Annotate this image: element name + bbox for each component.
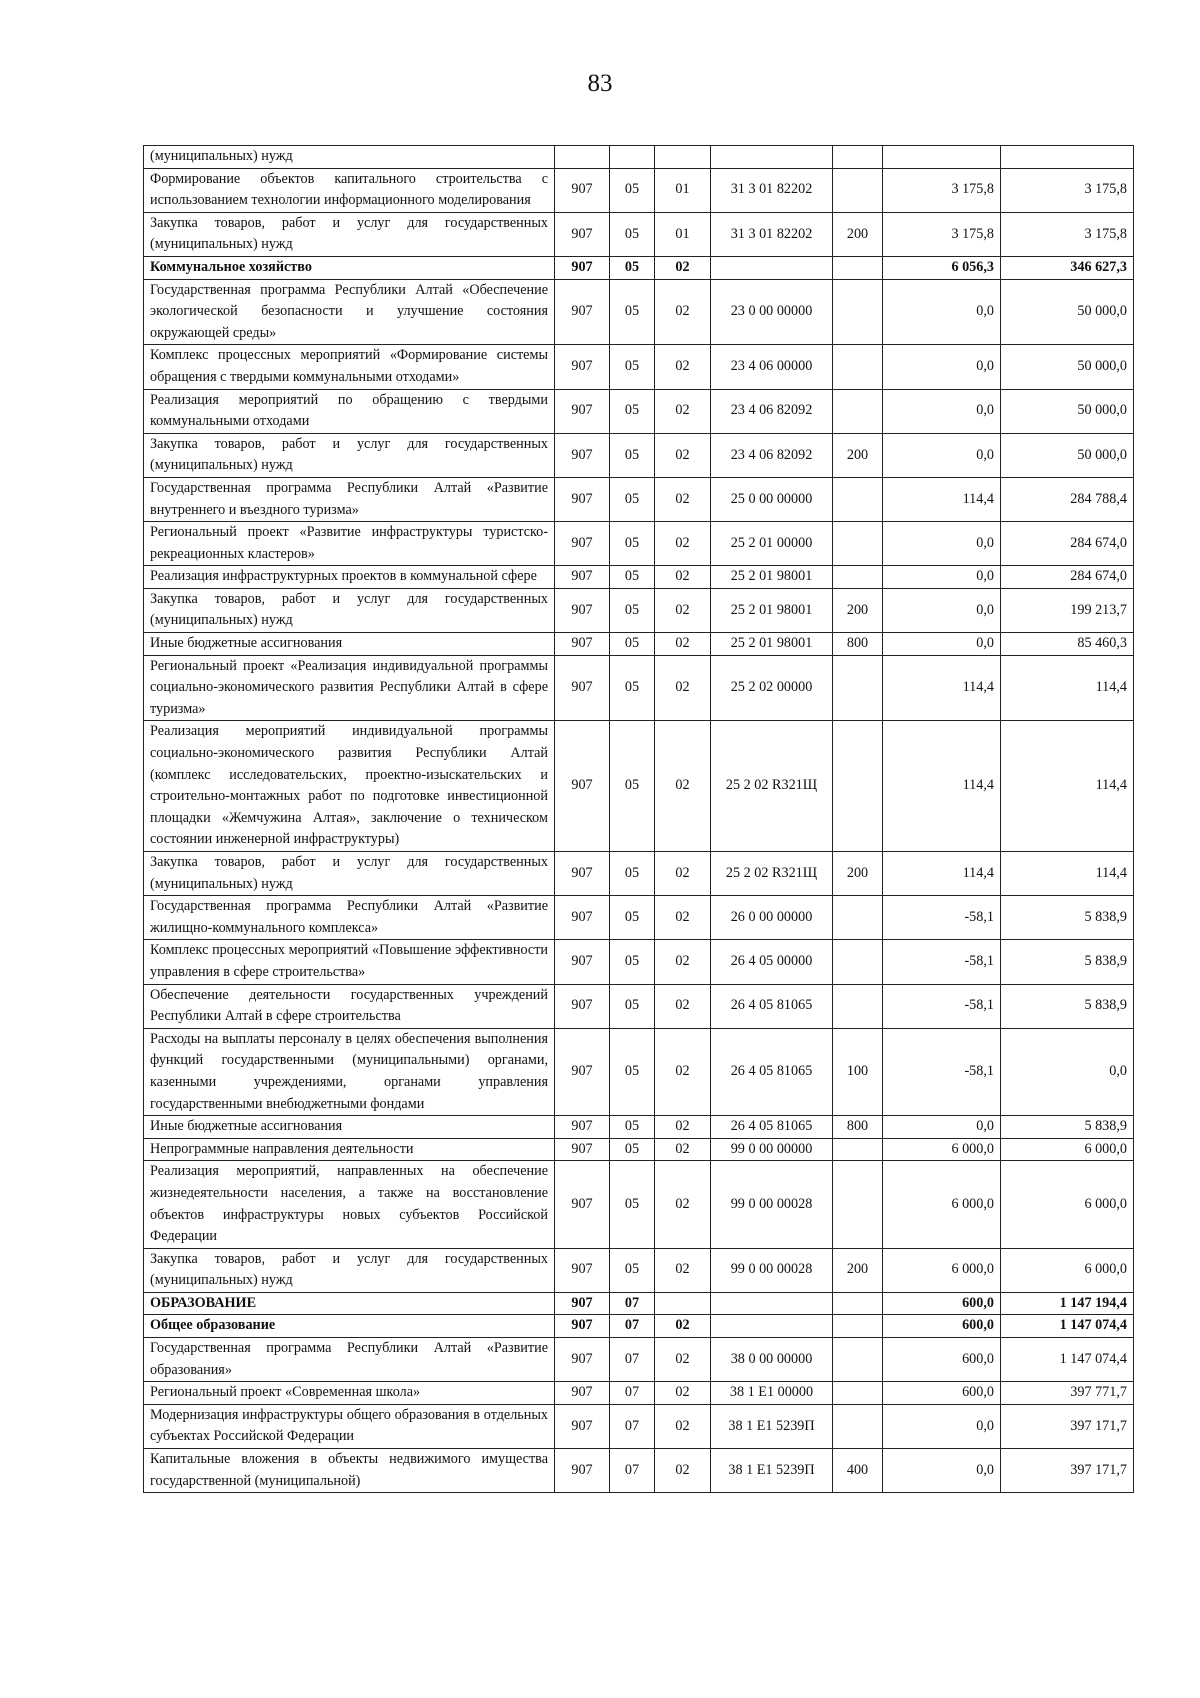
row-amount-total: 397 771,7 [1001, 1382, 1134, 1405]
row-ministry-code: 907 [555, 1116, 610, 1139]
row-expense-type [833, 522, 883, 566]
row-description: Закупка товаров, работ и услуг для государственных (муниципальных) нужд [144, 433, 555, 477]
table-row [144, 1161, 1134, 1248]
table-row [144, 1404, 1134, 1448]
row-section-code: 05 [610, 433, 655, 477]
row-description: Закупка товаров, работ и услуг для государственных (муниципальных) нужд [144, 852, 555, 896]
row-description: Реализация мероприятий индивидуальной программы социально-экономического развития Республики Алтай (комплекс исследовательских, проектно-изыскательских и строительно-монтажных работ по подготовке инвестиционной площадки «Жемчужина Алтая», заключение о техническом состоянии инженерной инфраструктуры) [144, 721, 555, 852]
row-amount-change: 114,4 [883, 655, 1001, 721]
row-ministry-code: 907 [555, 1248, 610, 1292]
row-description: Непрограммные направления деятельности [144, 1138, 555, 1161]
row-subsection-code: 02 [655, 721, 711, 852]
row-amount-total: 5 838,9 [1001, 984, 1134, 1028]
row-section-code: 05 [610, 655, 655, 721]
row-section-code: 05 [610, 896, 655, 940]
row-expense-type [833, 1338, 883, 1382]
row-section-code: 05 [610, 852, 655, 896]
row-amount-change: 600,0 [883, 1382, 1001, 1405]
row-amount-change: 0,0 [883, 1449, 1001, 1493]
row-expense-type [833, 984, 883, 1028]
row-expense-type [833, 1292, 883, 1315]
row-amount-total: 397 171,7 [1001, 1449, 1134, 1493]
row-ministry-code: 907 [555, 1449, 610, 1493]
row-amount-change: 0,0 [883, 345, 1001, 389]
row-ministry-code: 907 [555, 1338, 610, 1382]
row-ministry-code: 907 [555, 896, 610, 940]
row-description: Государственная программа Республики Алтай «Развитие образования» [144, 1338, 555, 1382]
row-subsection-code: 02 [655, 477, 711, 521]
row-target-article: 25 2 02 00000 [711, 655, 833, 721]
row-section-code [610, 146, 655, 169]
table-row [144, 522, 1134, 566]
row-subsection-code: 02 [655, 279, 711, 345]
row-amount-total: 1 147 194,4 [1001, 1292, 1134, 1315]
table-row [144, 1116, 1134, 1139]
row-section-code: 07 [610, 1382, 655, 1405]
table-row [144, 168, 1134, 212]
row-amount-total: 3 175,8 [1001, 212, 1134, 256]
row-subsection-code: 02 [655, 633, 711, 656]
row-description: Капитальные вложения в объекты недвижимого имущества государственной (муниципальной) [144, 1449, 555, 1493]
row-section-code: 05 [610, 1138, 655, 1161]
row-section-code: 07 [610, 1449, 655, 1493]
row-target-article: 31 3 01 82202 [711, 168, 833, 212]
row-description: Формирование объектов капитального строительства с использованием технологии информационного моделирования [144, 168, 555, 212]
row-description: Расходы на выплаты персоналу в целях обеспечения выполнения функций государственными (муниципальными) органами, казенными учреждениями, органами управления государственными внебюджетными фондами [144, 1028, 555, 1115]
row-target-article: 25 2 01 98001 [711, 588, 833, 632]
row-subsection-code: 02 [655, 1116, 711, 1139]
row-amount-total: 284 674,0 [1001, 522, 1134, 566]
row-amount-total: 1 147 074,4 [1001, 1315, 1134, 1338]
row-expense-type [833, 477, 883, 521]
row-target-article: 38 1 E1 5239П [711, 1449, 833, 1493]
row-section-code: 07 [610, 1292, 655, 1315]
row-subsection-code: 02 [655, 1404, 711, 1448]
row-expense-type [833, 566, 883, 589]
row-amount-total: 85 460,3 [1001, 633, 1134, 656]
row-amount-change: 600,0 [883, 1315, 1001, 1338]
row-ministry-code: 907 [555, 1161, 610, 1248]
row-ministry-code: 907 [555, 655, 610, 721]
row-subsection-code: 02 [655, 1161, 711, 1248]
table-row [144, 477, 1134, 521]
row-subsection-code: 02 [655, 852, 711, 896]
row-description: Реализация мероприятий, направленных на обеспечение жизнедеятельности населения, а также на восстановление объектов инфраструктуры новых субъектов Российской Федерации [144, 1161, 555, 1248]
row-amount-total: 50 000,0 [1001, 279, 1134, 345]
row-subsection-code: 02 [655, 389, 711, 433]
row-target-article: 38 0 00 00000 [711, 1338, 833, 1382]
row-amount-change: 3 175,8 [883, 168, 1001, 212]
row-section-code: 05 [610, 588, 655, 632]
row-ministry-code: 907 [555, 1292, 610, 1315]
row-ministry-code: 907 [555, 1138, 610, 1161]
row-amount-change: -58,1 [883, 940, 1001, 984]
row-amount-change: 114,4 [883, 852, 1001, 896]
row-subsection-code: 02 [655, 940, 711, 984]
row-target-article: 99 0 00 00028 [711, 1248, 833, 1292]
row-amount-total: 50 000,0 [1001, 345, 1134, 389]
table-row [144, 1382, 1134, 1405]
row-amount-change: 600,0 [883, 1292, 1001, 1315]
row-expense-type: 200 [833, 588, 883, 632]
row-ministry-code: 907 [555, 1404, 610, 1448]
row-amount-total: 5 838,9 [1001, 1116, 1134, 1139]
row-ministry-code: 907 [555, 522, 610, 566]
table-row [144, 588, 1134, 632]
row-description: Комплекс процессных мероприятий «Формирование системы обращения с твердыми коммунальными отходами» [144, 345, 555, 389]
row-ministry-code: 907 [555, 588, 610, 632]
row-expense-type [833, 256, 883, 279]
row-target-article [711, 1292, 833, 1315]
row-target-article: 38 1 E1 00000 [711, 1382, 833, 1405]
row-section-code: 07 [610, 1338, 655, 1382]
row-amount-total: 6 000,0 [1001, 1161, 1134, 1248]
row-amount-change: 0,0 [883, 389, 1001, 433]
row-expense-type: 200 [833, 852, 883, 896]
row-description: Государственная программа Республики Алтай «Обеспечение экологической безопасности и улучшение состояния окружающей среды» [144, 279, 555, 345]
row-ministry-code: 907 [555, 940, 610, 984]
row-target-article: 23 4 06 00000 [711, 345, 833, 389]
row-subsection-code: 02 [655, 256, 711, 279]
row-expense-type [833, 1138, 883, 1161]
row-amount-change: 6 000,0 [883, 1138, 1001, 1161]
row-expense-type [833, 1161, 883, 1248]
row-target-article: 99 0 00 00028 [711, 1161, 833, 1248]
row-target-article: 26 4 05 00000 [711, 940, 833, 984]
row-description: Региональный проект «Современная школа» [144, 1382, 555, 1405]
row-target-article: 23 4 06 82092 [711, 433, 833, 477]
row-ministry-code: 907 [555, 566, 610, 589]
table-row [144, 940, 1134, 984]
table-row [144, 433, 1134, 477]
row-description: Общее образование [144, 1315, 555, 1338]
table-row [144, 1292, 1134, 1315]
row-expense-type: 200 [833, 212, 883, 256]
row-amount-total: 114,4 [1001, 852, 1134, 896]
row-subsection-code: 02 [655, 655, 711, 721]
row-description: Коммунальное хозяйство [144, 256, 555, 279]
row-amount-change: 0,0 [883, 433, 1001, 477]
row-expense-type: 800 [833, 1116, 883, 1139]
row-expense-type [833, 345, 883, 389]
table-row [144, 633, 1134, 656]
row-expense-type [833, 896, 883, 940]
row-section-code: 05 [610, 633, 655, 656]
row-amount-change: 6 056,3 [883, 256, 1001, 279]
row-expense-type: 400 [833, 1449, 883, 1493]
row-expense-type [833, 655, 883, 721]
row-ministry-code [555, 146, 610, 169]
row-description: Модернизация инфраструктуры общего образования в отдельных субъектах Российской Федерации [144, 1404, 555, 1448]
row-amount-change: 114,4 [883, 721, 1001, 852]
row-amount-change: 0,0 [883, 1404, 1001, 1448]
row-amount-total: 114,4 [1001, 721, 1134, 852]
row-subsection-code: 02 [655, 345, 711, 389]
row-ministry-code: 907 [555, 279, 610, 345]
row-expense-type [833, 168, 883, 212]
table-row [144, 721, 1134, 852]
row-amount-total: 1 147 074,4 [1001, 1338, 1134, 1382]
row-subsection-code: 01 [655, 212, 711, 256]
row-expense-type [833, 940, 883, 984]
row-subsection-code: 02 [655, 588, 711, 632]
row-target-article: 26 4 05 81065 [711, 1028, 833, 1115]
row-subsection-code: 02 [655, 433, 711, 477]
row-amount-total: 6 000,0 [1001, 1248, 1134, 1292]
row-amount-change: 0,0 [883, 522, 1001, 566]
row-expense-type [833, 389, 883, 433]
row-section-code: 05 [610, 279, 655, 345]
row-ministry-code: 907 [555, 168, 610, 212]
row-section-code: 05 [610, 522, 655, 566]
row-target-article: 99 0 00 00000 [711, 1138, 833, 1161]
row-amount-change: 0,0 [883, 633, 1001, 656]
row-subsection-code [655, 146, 711, 169]
row-amount-total [1001, 146, 1134, 169]
row-amount-total: 346 627,3 [1001, 256, 1134, 279]
row-expense-type [833, 1382, 883, 1405]
row-section-code: 05 [610, 940, 655, 984]
row-amount-total: 397 171,7 [1001, 1404, 1134, 1448]
row-amount-change [883, 146, 1001, 169]
row-subsection-code: 02 [655, 1138, 711, 1161]
row-amount-total: 50 000,0 [1001, 389, 1134, 433]
row-amount-total: 3 175,8 [1001, 168, 1134, 212]
table-row [144, 345, 1134, 389]
row-amount-total: 5 838,9 [1001, 896, 1134, 940]
row-subsection-code: 02 [655, 984, 711, 1028]
row-ministry-code: 907 [555, 477, 610, 521]
row-amount-change: -58,1 [883, 896, 1001, 940]
table-row [144, 212, 1134, 256]
row-ministry-code: 907 [555, 345, 610, 389]
row-description: Иные бюджетные ассигнования [144, 633, 555, 656]
row-section-code: 05 [610, 1116, 655, 1139]
table-row [144, 279, 1134, 345]
row-amount-change: 0,0 [883, 566, 1001, 589]
row-section-code: 05 [610, 168, 655, 212]
row-amount-total: 6 000,0 [1001, 1138, 1134, 1161]
row-amount-change: 0,0 [883, 588, 1001, 632]
row-description: Региональный проект «Развитие инфраструктуры туристско-рекреационных кластеров» [144, 522, 555, 566]
row-description: Государственная программа Республики Алтай «Развитие внутреннего и въездного туризма» [144, 477, 555, 521]
row-expense-type: 200 [833, 1248, 883, 1292]
row-amount-change: 6 000,0 [883, 1248, 1001, 1292]
row-target-article: 25 0 00 00000 [711, 477, 833, 521]
row-target-article: 38 1 E1 5239П [711, 1404, 833, 1448]
table-body [144, 146, 1134, 1493]
row-subsection-code: 02 [655, 1449, 711, 1493]
row-subsection-code: 02 [655, 566, 711, 589]
row-ministry-code: 907 [555, 1028, 610, 1115]
row-description: Закупка товаров, работ и услуг для государственных (муниципальных) нужд [144, 1248, 555, 1292]
row-target-article: 23 4 06 82092 [711, 389, 833, 433]
row-target-article: 25 2 01 98001 [711, 566, 833, 589]
row-subsection-code: 01 [655, 168, 711, 212]
row-ministry-code: 907 [555, 852, 610, 896]
row-ministry-code: 907 [555, 1382, 610, 1405]
row-target-article: 31 3 01 82202 [711, 212, 833, 256]
table-row [144, 256, 1134, 279]
table-row [144, 1138, 1134, 1161]
row-section-code: 07 [610, 1404, 655, 1448]
row-amount-total: 50 000,0 [1001, 433, 1134, 477]
row-description: (муниципальных) нужд [144, 146, 555, 169]
row-description: Закупка товаров, работ и услуг для государственных (муниципальных) нужд [144, 212, 555, 256]
table-row [144, 1315, 1134, 1338]
row-subsection-code [655, 1292, 711, 1315]
row-section-code: 05 [610, 721, 655, 852]
table-row [144, 146, 1134, 169]
row-expense-type: 800 [833, 633, 883, 656]
row-amount-change: 600,0 [883, 1338, 1001, 1382]
table-row [144, 1028, 1134, 1115]
row-section-code: 05 [610, 1028, 655, 1115]
row-subsection-code: 02 [655, 1315, 711, 1338]
row-ministry-code: 907 [555, 1315, 610, 1338]
row-description: Реализация мероприятий по обращению с твердыми коммунальными отходами [144, 389, 555, 433]
row-ministry-code: 907 [555, 212, 610, 256]
row-target-article: 25 2 01 00000 [711, 522, 833, 566]
row-ministry-code: 907 [555, 633, 610, 656]
table-row [144, 566, 1134, 589]
row-subsection-code: 02 [655, 1382, 711, 1405]
row-expense-type: 100 [833, 1028, 883, 1115]
row-target-article [711, 146, 833, 169]
row-expense-type [833, 1315, 883, 1338]
row-amount-change: 0,0 [883, 1116, 1001, 1139]
row-subsection-code: 02 [655, 1338, 711, 1382]
row-ministry-code: 907 [555, 256, 610, 279]
row-subsection-code: 02 [655, 896, 711, 940]
row-description: Обеспечение деятельности государственных учреждений Республики Алтай в сфере строительства [144, 984, 555, 1028]
page-number: 83 [587, 70, 613, 97]
row-description: Региональный проект «Реализация индивидуальной программы социально-экономического развития Республики Алтай в сфере туризма» [144, 655, 555, 721]
row-description: Комплекс процессных мероприятий «Повышение эффективности управления в сфере строительства» [144, 940, 555, 984]
row-description: Государственная программа Республики Алтай «Развитие жилищно-коммунального комплекса» [144, 896, 555, 940]
row-section-code: 05 [610, 1161, 655, 1248]
row-target-article [711, 256, 833, 279]
budget-table [143, 145, 1134, 1493]
table-row [144, 655, 1134, 721]
row-subsection-code: 02 [655, 1248, 711, 1292]
table-row [144, 896, 1134, 940]
table-row [144, 389, 1134, 433]
row-ministry-code: 907 [555, 433, 610, 477]
table-row [144, 852, 1134, 896]
row-section-code: 05 [610, 256, 655, 279]
row-section-code: 05 [610, 212, 655, 256]
row-amount-change: -58,1 [883, 1028, 1001, 1115]
row-amount-total: 0,0 [1001, 1028, 1134, 1115]
row-description: Реализация инфраструктурных проектов в коммунальной сфере [144, 566, 555, 589]
row-amount-change: 0,0 [883, 279, 1001, 345]
row-target-article: 25 2 02 R321Щ [711, 852, 833, 896]
row-ministry-code: 907 [555, 984, 610, 1028]
row-description: ОБРАЗОВАНИЕ [144, 1292, 555, 1315]
row-expense-type [833, 146, 883, 169]
row-expense-type [833, 1404, 883, 1448]
row-target-article: 26 4 05 81065 [711, 1116, 833, 1139]
row-section-code: 05 [610, 477, 655, 521]
row-section-code: 05 [610, 389, 655, 433]
table-row [144, 1449, 1134, 1493]
row-amount-change: 114,4 [883, 477, 1001, 521]
row-subsection-code: 02 [655, 522, 711, 566]
row-section-code: 05 [610, 345, 655, 389]
row-target-article: 25 2 01 98001 [711, 633, 833, 656]
row-section-code: 05 [610, 1248, 655, 1292]
table-row [144, 1338, 1134, 1382]
table-row [144, 984, 1134, 1028]
row-target-article: 25 2 02 R321Щ [711, 721, 833, 852]
row-amount-change: -58,1 [883, 984, 1001, 1028]
row-amount-change: 6 000,0 [883, 1161, 1001, 1248]
table-row [144, 1248, 1134, 1292]
row-description: Закупка товаров, работ и услуг для государственных (муниципальных) нужд [144, 588, 555, 632]
row-expense-type: 200 [833, 433, 883, 477]
row-ministry-code: 907 [555, 721, 610, 852]
row-target-article: 26 0 00 00000 [711, 896, 833, 940]
row-description: Иные бюджетные ассигнования [144, 1116, 555, 1139]
row-target-article: 26 4 05 81065 [711, 984, 833, 1028]
row-ministry-code: 907 [555, 389, 610, 433]
row-amount-total: 199 213,7 [1001, 588, 1134, 632]
row-target-article [711, 1315, 833, 1338]
row-target-article: 23 0 00 00000 [711, 279, 833, 345]
row-amount-total: 284 674,0 [1001, 566, 1134, 589]
row-section-code: 07 [610, 1315, 655, 1338]
row-amount-total: 284 788,4 [1001, 477, 1134, 521]
row-amount-change: 3 175,8 [883, 212, 1001, 256]
row-expense-type [833, 279, 883, 345]
row-section-code: 05 [610, 984, 655, 1028]
row-amount-total: 5 838,9 [1001, 940, 1134, 984]
row-section-code: 05 [610, 566, 655, 589]
row-amount-total: 114,4 [1001, 655, 1134, 721]
row-subsection-code: 02 [655, 1028, 711, 1115]
row-expense-type [833, 721, 883, 852]
